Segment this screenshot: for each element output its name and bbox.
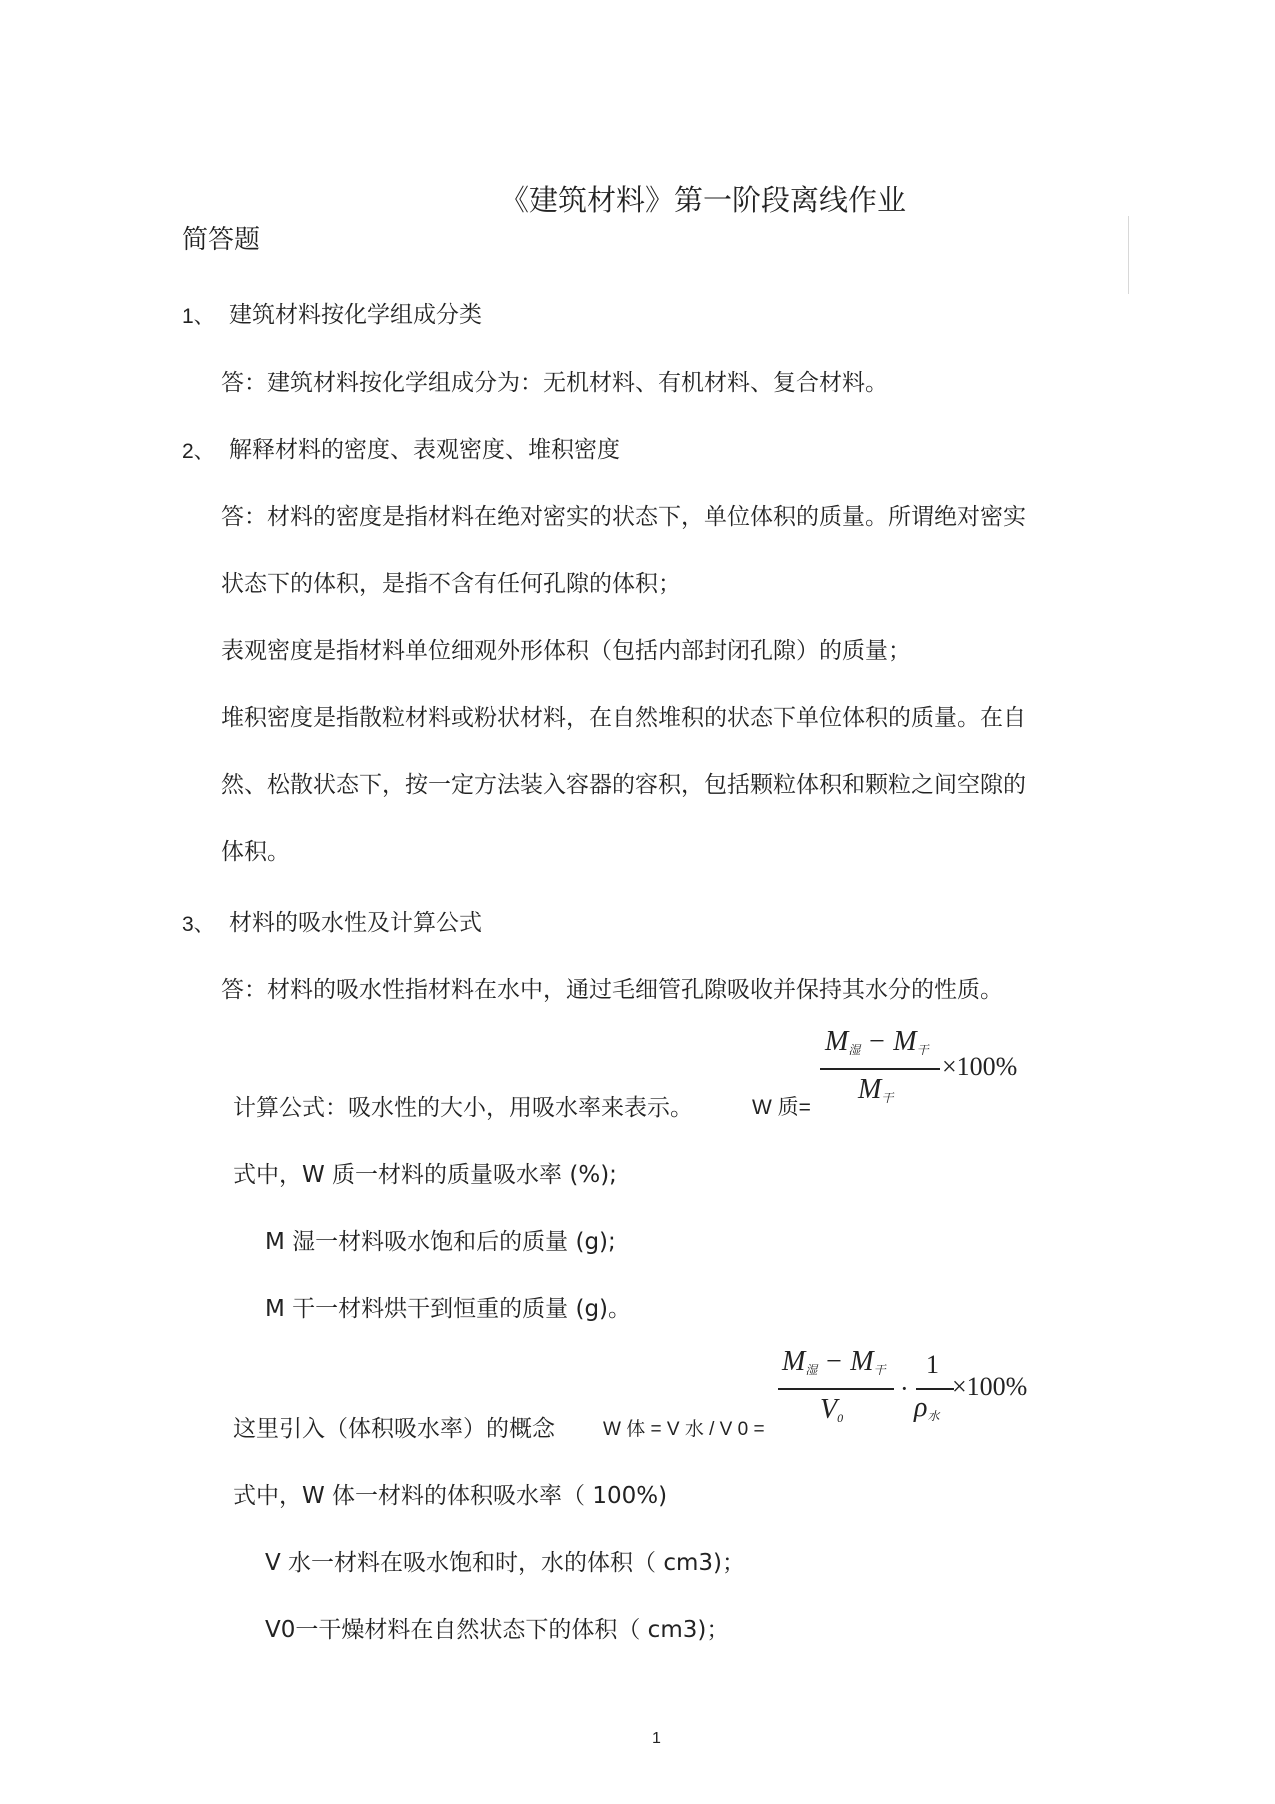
definition-text: 式中，W 体一材料的体积吸水率（ 100%) — [233, 1483, 668, 1509]
question-text: 解释材料的密度、表观密度、堆积密度 — [229, 437, 620, 463]
definition-text: V 水一材料在吸水饱和时，水的体积（ cm3)； — [265, 1550, 746, 1576]
question-number: 1、 — [182, 305, 215, 328]
answer-text: 堆积密度是指散粒材料或粉状材料，在自然堆积的状态下单位体积的质量。在自 — [221, 705, 1026, 731]
definition-text: M 湿一材料吸水饱和后的质量 (g); — [265, 1229, 616, 1255]
definition-text: V0一干燥材料在自然状态下的体积（ cm3)； — [265, 1617, 730, 1643]
question-number: 2、 — [182, 440, 215, 463]
answer-text: 表观密度是指材料单位细观外形体积（包括内部封闭孔隙）的质量； — [221, 638, 911, 664]
definition-text: 式中，W 质一材料的质量吸水率 (%); — [233, 1162, 617, 1188]
formula-lhs: W 体 = V 水 / V 0 = — [603, 1419, 765, 1440]
answer-text: 答：材料的吸水性指材料在水中，通过毛细管孔隙吸收并保持其水分的性质。 — [221, 977, 1003, 1003]
margin-mark — [1128, 216, 1129, 294]
question-text: 材料的吸水性及计算公式 — [229, 910, 482, 936]
definition-text: M 干一材料烘干到恒重的质量 (g)。 — [265, 1296, 632, 1322]
formula-intro: 计算公式：吸水性的大小，用吸水率来表示。 — [233, 1095, 693, 1121]
answer-text: 体积。 — [221, 839, 290, 865]
formula-intro: 这里引入（体积吸水率）的概念 — [233, 1416, 555, 1442]
mass-absorption-formula: $M_湿 - M_干$ $M_干$ ×100% — [820, 1026, 1030, 1116]
question-text: 建筑材料按化学组成分类 — [229, 302, 482, 328]
answer-text: 答：材料的密度是指材料在绝对密实的状态下，单位体积的质量。所谓绝对密实 — [221, 504, 1026, 530]
answer-text: 状态下的体积，是指不含有任何孔隙的体积； — [221, 571, 681, 597]
answer-text: 答：建筑材料按化学组成分为：无机材料、有机材料、复合材料。 — [221, 370, 888, 396]
question-number: 3、 — [182, 913, 215, 936]
answer-text: 然、松散状态下，按一定方法装入容器的容积，包括颗粒体积和颗粒之间空隙的 — [221, 772, 1026, 798]
formula-lhs: W 质= — [752, 1096, 811, 1119]
page-number: 1 — [652, 1730, 661, 1747]
document-title: 《建筑材料》第一阶段离线作业 — [500, 183, 907, 217]
section-heading: 简答题 — [182, 225, 261, 255]
volume-absorption-formula: $M_湿 - M_干$ $V_0$ · 1 $\rho_水$ ×100% — [778, 1346, 1038, 1446]
